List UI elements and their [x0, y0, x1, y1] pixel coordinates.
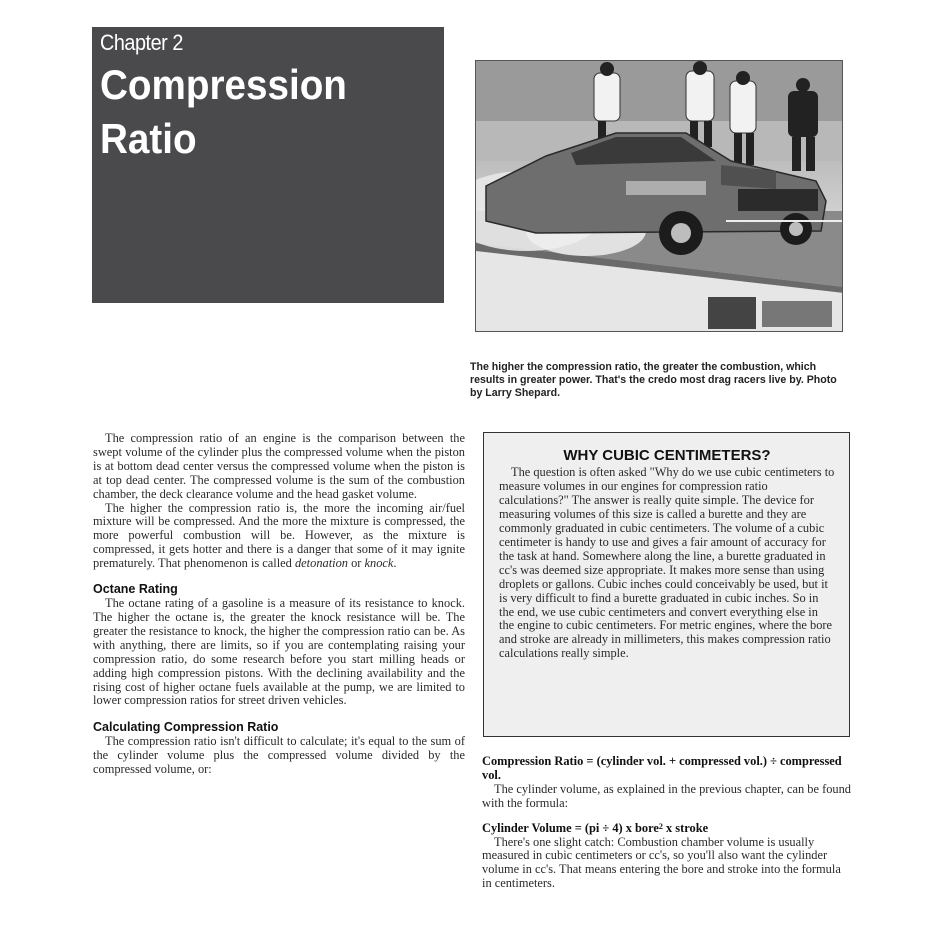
- drag-car-illustration: [476, 61, 843, 332]
- calculating-paragraph: The compression ratio isn't difficult to calculate; it's equal to the sum of the cylinder volume plus the compressed volume divided by the compressed volume, or:: [93, 734, 465, 777]
- cylinder-volume-formula: Cylinder Volume = (pi ÷ 4) x bore$^2$ x stroke: [482, 820, 709, 835]
- photo-caption: The higher the compression ratio, the greater the combustion, which results in greater power. That's the credo most drag racers live by. Photo by Larry Shepard.: [470, 361, 837, 399]
- intro-paragraph-2: The higher the compression ratio is, the more the incoming air/fuel mixture will be compressed. And the more the mixture is compressed, the more powerful combustion will be. However, as the mixture is compressed, it gets hotter and there is a danger that some of it may ignite prematurely. That phenomenon is called detonation or knock.: [93, 500, 465, 571]
- octane-rating-heading: Octane Rating: [93, 582, 178, 597]
- formula1-paragraph: The cylinder volume, as explained in the previous chapter, can be found with the formula:: [482, 781, 851, 810]
- left-column: [93, 432, 465, 777]
- calculating-heading: Calculating Compression Ratio: [93, 720, 279, 735]
- why-cubic-centimeters-sidebar: [483, 432, 850, 737]
- term-knock: knock: [364, 556, 394, 571]
- right-column: [482, 755, 852, 891]
- drag-racer-photo: [475, 60, 843, 332]
- chapter-title: Compression Ratio: [100, 61, 347, 162]
- octane-paragraph: The octane rating of a gasoline is a measure of its resistance to knock. The higher the octane is, the greater the knock resistance will be. The greater the resistance to knock, the higher the compression ratio can be. As with anything, there are limits, so if you are contemplating raising your compression ratio, do some research before you start milling heads or adding high compression pistons. With the declining availability and the rising cost of higher octane fuels available at the pump, we are limited to lower compression ratios for street driven vehicles.: [93, 596, 465, 708]
- sidebar-body: The question is often asked "Why do we use cubic centimeters to measure volumes in our engines for compression ratio calculations?" The answer is really quite simple. The device for measuring volumes of this size is called a burette and they are commonly graduated in cubic centimeters. The volume of a cubic centimeter is handy to use and gives a fair amount of accuracy for the task at hand. Somewhere along the line, a burette graduated in cc's was deemed size appropriate. It makes more sense than using droplets or gallons. Cubic inches could conceivably be used, but it is very difficult to find a burette graduated in cubic inches. So in the end, we use cubic centimeters and convert everything else in the engine to cubic centimeters. For metric engines, where the bore and stroke are already in millimeters, this makes compression ratio calculations really simple.: [499, 465, 835, 661]
- term-detonation: detonation: [294, 556, 348, 571]
- sidebar-title: WHY CUBIC CENTIMETERS?: [563, 447, 771, 464]
- formula2-paragraph: There's one slight catch: Combustion chamber volume is usually measured in cubic centimeters or cc's, so you'll also want the cylinder volume in cc's. That means entering the bore and stroke into the formula in centimeters.: [482, 834, 841, 891]
- compression-ratio-formula: Compression Ratio = (cylinder vol. + compressed vol.) ÷ compressed vol.: [482, 754, 842, 782]
- intro-paragraph-1: The compression ratio of an engine is the comparison between the swept volume of the cylinder plus the compressed volume when the piston is at bottom dead center versus the compressed volume when the piston is at top dead center. The compressed volume is the sum of the combustion chamber, the deck clearance volume and the head gasket volume.: [93, 431, 465, 501]
- chapter-label: Chapter 2: [100, 30, 183, 55]
